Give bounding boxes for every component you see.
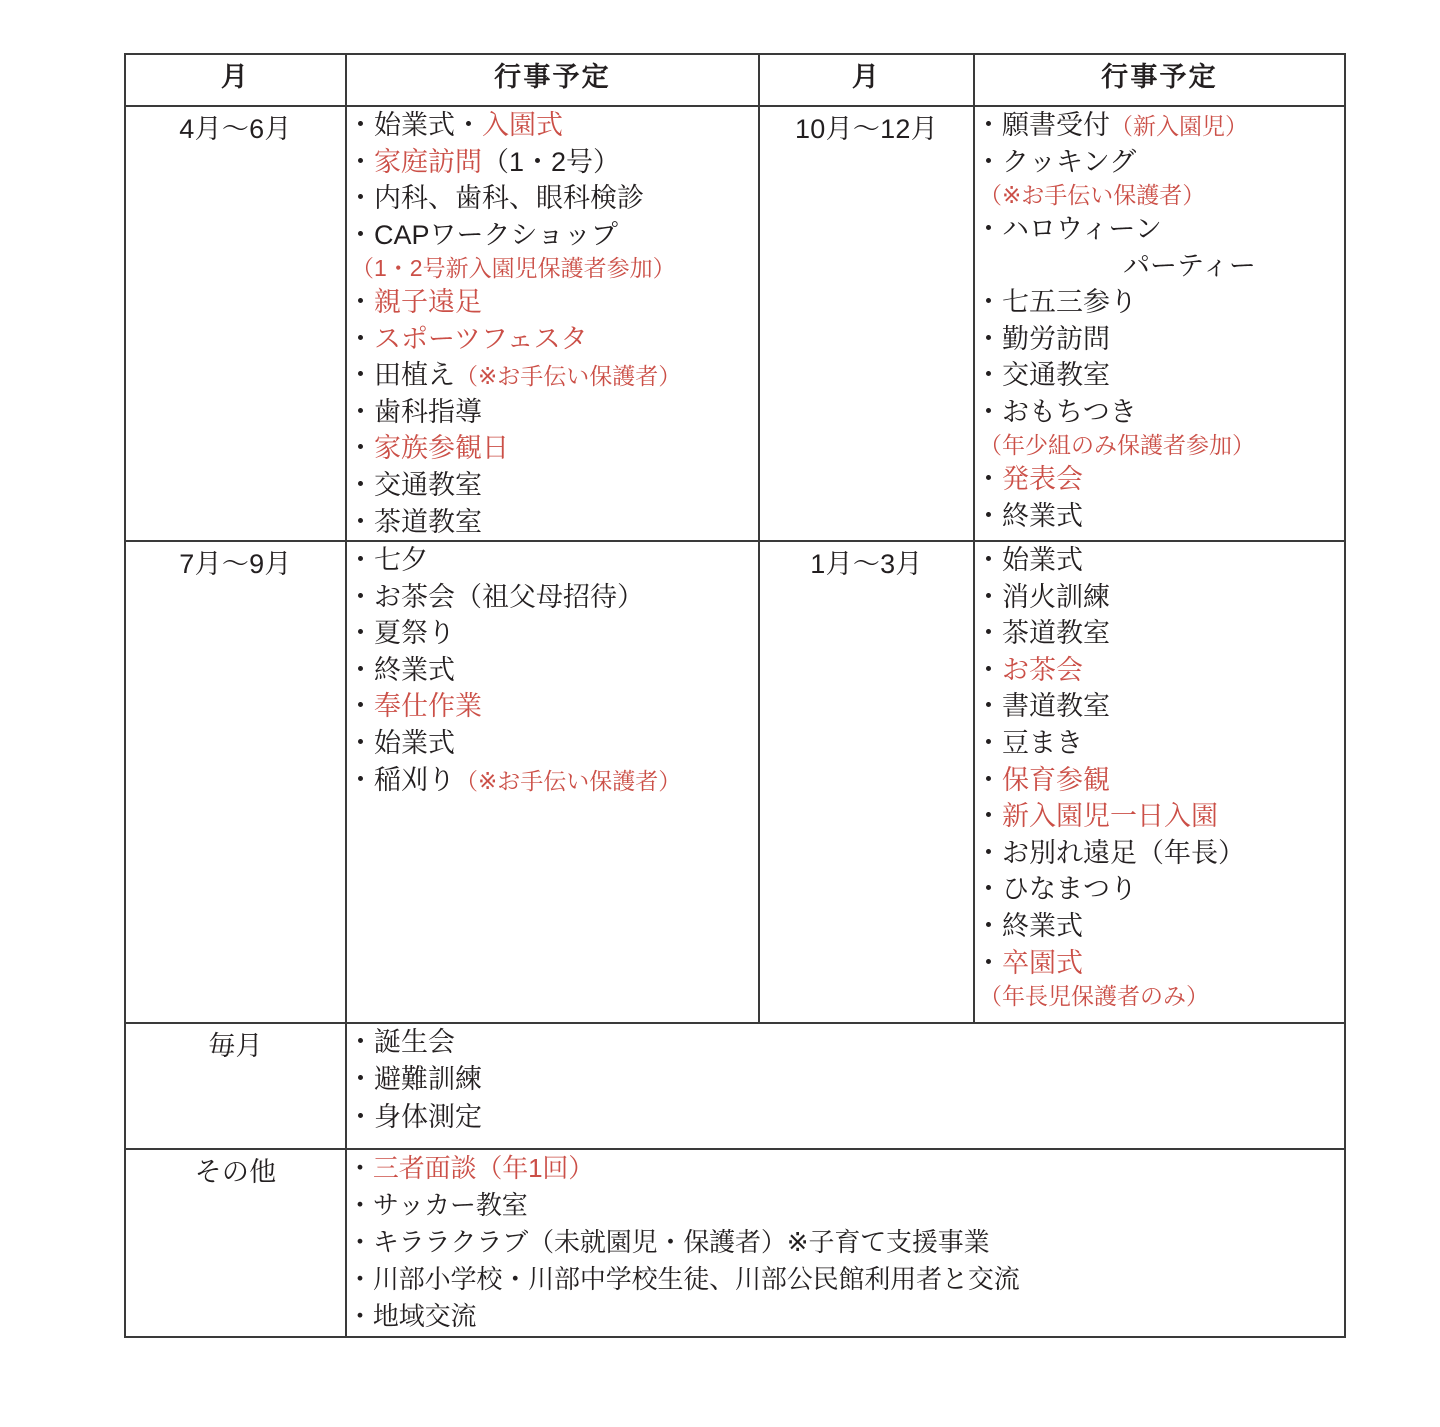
event-text: サッカー教室: [372, 1190, 528, 1221]
event-text: お茶会: [1002, 654, 1083, 685]
event-text: 新入園児一日入園: [1002, 801, 1218, 832]
column-header-events-left: 行事予定: [346, 54, 759, 106]
event-text: 交通教室: [374, 470, 482, 501]
event-item: [347, 1187, 1344, 1224]
event-item: [975, 835, 1344, 872]
event-item: [975, 688, 1344, 725]
table-row: [125, 1149, 1345, 1337]
column-header-month-right: 月: [759, 54, 974, 106]
month-label-apr-jun: 4月〜6月: [125, 106, 346, 541]
event-item: [975, 321, 1344, 358]
event-text: 発表会: [1002, 464, 1083, 495]
month-label-jan-mar: 1月〜3月: [759, 541, 974, 1023]
event-item: [347, 725, 758, 762]
event-text: 地域交流: [372, 1300, 477, 1331]
event-item: [347, 430, 758, 467]
event-item: [347, 1099, 1344, 1136]
events-cell-apr-jun: [346, 106, 759, 541]
event-text: 三者面談（年1回）: [372, 1153, 595, 1184]
event-text: 消火訓練: [1002, 581, 1110, 612]
event-text: 親子遠足: [374, 287, 482, 318]
event-item: [347, 217, 758, 254]
event-text: おもちつき: [1002, 396, 1137, 427]
event-text: 家族参観日: [374, 433, 509, 464]
event-item: [347, 615, 758, 652]
event-item: [975, 725, 1344, 762]
event-item: [347, 1150, 1344, 1187]
event-text: 七夕: [374, 545, 428, 576]
event-text: 始業式: [374, 728, 455, 759]
table-row: [125, 106, 1345, 541]
event-item: [975, 615, 1344, 652]
event-text: 終業式: [1002, 910, 1083, 941]
event-item: [975, 871, 1344, 908]
event-item: [975, 180, 1344, 211]
event-text: 田植え: [374, 360, 455, 391]
month-label-oct-dec: 10月〜12月: [759, 106, 974, 541]
event-text: お別れ遠足（年長）: [1002, 837, 1245, 868]
event-text: 誕生会: [374, 1027, 455, 1058]
table-header-row: [125, 54, 1345, 106]
event-text: 終業式: [374, 654, 455, 685]
event-item: [347, 1224, 1344, 1261]
event-text: ハロウィーン: [1002, 213, 1162, 244]
event-text: 終業式: [1002, 500, 1083, 531]
event-text: 書道教室: [1002, 691, 1110, 722]
event-item: [975, 461, 1344, 498]
events-cell-jul-sep: [346, 541, 759, 1023]
event-item: [975, 248, 1344, 285]
event-item: [975, 542, 1344, 579]
event-text: 茶道教室: [1002, 618, 1110, 649]
event-item: [347, 357, 758, 394]
event-text: 奉仕作業: [374, 691, 482, 722]
column-header-events-right: 行事予定: [974, 54, 1345, 106]
month-label-every-month: 毎月: [125, 1023, 346, 1149]
event-text: 夏祭り: [374, 618, 455, 649]
event-text: スポーツフェスタ: [374, 323, 588, 354]
event-text: ひなまつり: [1002, 874, 1137, 905]
events-cell-other: [346, 1149, 1345, 1337]
event-list: [975, 107, 1344, 534]
event-item: [347, 107, 758, 144]
event-item: [975, 357, 1344, 394]
event-item: [347, 321, 758, 358]
event-item: [347, 504, 758, 541]
event-item: [975, 579, 1344, 616]
event-item: [347, 1261, 1344, 1298]
event-item: [975, 107, 1344, 144]
event-item: [347, 762, 758, 799]
event-text: 川部小学校・川部中学校生徒、川部公民館利用者と交流: [372, 1263, 1020, 1294]
event-item: [347, 542, 758, 579]
event-item: [975, 798, 1344, 835]
event-text: 茶道教室: [374, 506, 482, 537]
event-item: [347, 467, 758, 504]
event-text: 始業式・: [374, 110, 482, 140]
table-row: [125, 541, 1345, 1023]
event-text: パーティー: [1123, 250, 1256, 281]
event-text: 身体測定: [374, 1101, 482, 1132]
event-text: 稲刈り: [374, 764, 455, 795]
column-header-month-left: 月: [125, 54, 346, 106]
event-text: CAPワークショップ: [374, 219, 618, 250]
event-text: （※お手伝い保護者）: [979, 182, 1206, 209]
event-text: 内科、歯科、眼科検診: [374, 183, 644, 214]
event-item: [975, 284, 1344, 321]
event-item: [975, 762, 1344, 799]
event-text: 勤労訪問: [1002, 323, 1110, 354]
event-text: 豆まき: [1002, 728, 1083, 759]
event-list: [975, 542, 1344, 1012]
event-text: 家庭訪問: [374, 146, 482, 177]
event-text: （1・2号）: [482, 146, 621, 177]
event-item: [975, 981, 1344, 1012]
event-item: [975, 394, 1344, 431]
month-label-other: その他: [125, 1149, 346, 1337]
event-item: [347, 144, 758, 181]
event-item: [975, 211, 1344, 248]
event-text: 卒園式: [1002, 947, 1083, 978]
event-item: [347, 394, 758, 431]
event-text: 七五三参り: [1002, 287, 1137, 318]
event-item: [975, 945, 1344, 982]
event-item: [975, 144, 1344, 181]
event-item: [347, 180, 758, 217]
event-text: （年長児保護者のみ）: [979, 983, 1209, 1010]
event-text: （1・2号新入園児保護者参加）: [351, 255, 676, 282]
event-item: [347, 1024, 1344, 1061]
events-cell-oct-dec: [974, 106, 1345, 541]
event-list: [347, 1024, 1344, 1136]
event-list: [347, 107, 758, 540]
event-item: [347, 579, 758, 616]
annual-event-schedule-table: [124, 53, 1346, 1338]
event-list: [347, 542, 758, 798]
event-item: [975, 498, 1344, 535]
event-text: 避難訓練: [374, 1064, 482, 1095]
event-text: 入園式: [482, 110, 563, 140]
event-item: [347, 253, 758, 284]
event-text: キララクラブ（未就園児・保護者）※子育て支援事業: [372, 1226, 990, 1257]
event-item: [347, 1061, 1344, 1098]
table-row: [125, 1023, 1345, 1149]
event-text: 保育参観: [1002, 764, 1110, 795]
event-item: [347, 652, 758, 689]
event-text: 始業式: [1002, 545, 1083, 576]
event-list: [347, 1150, 1344, 1335]
event-item: [347, 284, 758, 321]
event-text: お茶会（祖父母招待）: [374, 581, 644, 612]
month-label-jul-sep: 7月〜9月: [125, 541, 346, 1023]
event-text: （新入園児）: [1110, 113, 1248, 139]
event-text: （※お手伝い保護者）: [455, 363, 682, 390]
events-cell-every-month: [346, 1023, 1345, 1149]
event-text: クッキング: [1002, 146, 1137, 177]
event-text: 願書受付: [1002, 110, 1110, 140]
events-cell-jan-mar: [974, 541, 1345, 1023]
event-item: [347, 1298, 1344, 1335]
event-item: [975, 430, 1344, 461]
event-text: （年少組のみ保護者参加）: [979, 432, 1255, 459]
event-text: 歯科指導: [374, 396, 482, 427]
event-item: [975, 908, 1344, 945]
event-item: [975, 652, 1344, 689]
event-text: （※お手伝い保護者）: [455, 767, 682, 794]
event-item: [347, 688, 758, 725]
event-text: 交通教室: [1002, 360, 1110, 391]
